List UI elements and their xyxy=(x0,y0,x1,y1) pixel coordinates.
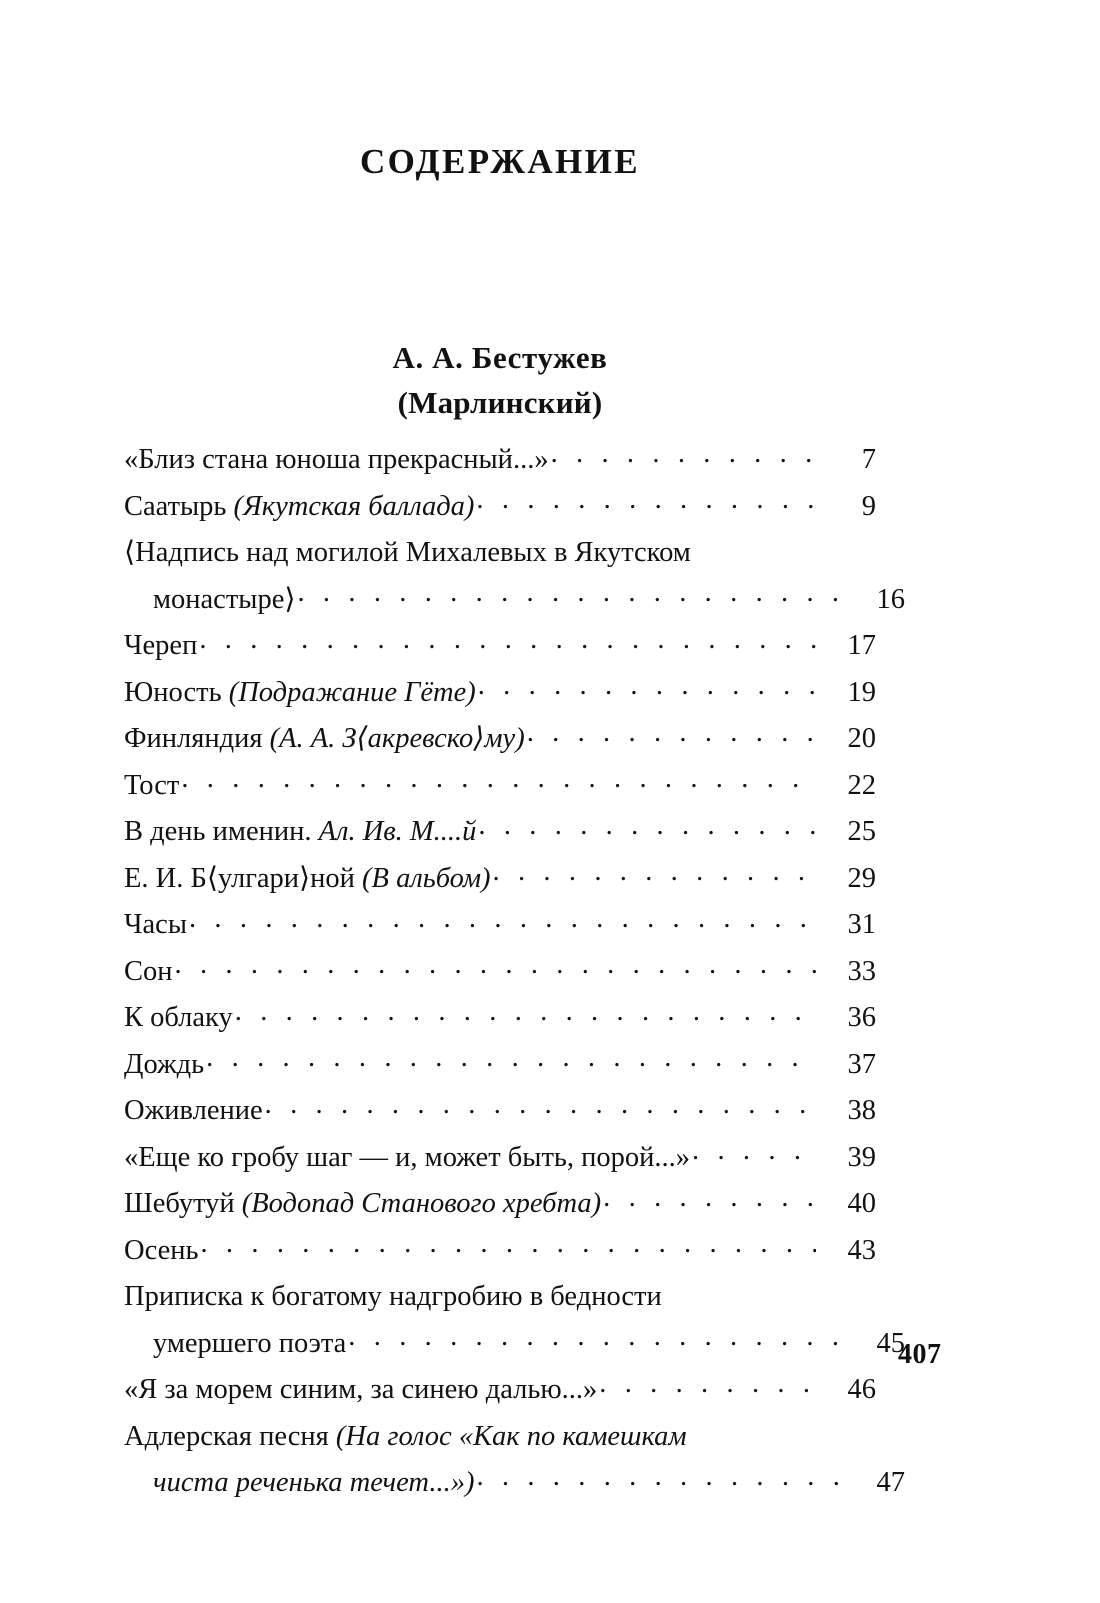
dot-leader xyxy=(493,858,816,887)
toc-entry-page-number: 9 xyxy=(861,490,876,522)
toc-entry[interactable] xyxy=(124,530,905,623)
toc-entry[interactable] xyxy=(124,995,876,1042)
toc-entry-title: Е. И. Б⟨улгари⟩ной (В альбом) xyxy=(124,862,491,894)
toc-entry-page-number: 40 xyxy=(847,1188,876,1219)
toc-entry-line xyxy=(124,1042,876,1089)
toc-entry[interactable] xyxy=(124,437,876,484)
toc-entry-title: Дождь xyxy=(124,1048,205,1080)
toc-entry-title: Череп xyxy=(124,630,198,661)
toc-entry-line xyxy=(124,670,876,717)
toc-entry-title: Финляндия (А. А. З⟨акревско⟩му) xyxy=(124,723,525,754)
toc-entry-line xyxy=(124,1088,876,1135)
dot-leader xyxy=(478,812,816,841)
dot-leader xyxy=(551,440,816,469)
toc-entry-page-number: 20 xyxy=(847,723,876,754)
toc-entry[interactable] xyxy=(124,763,876,810)
toc-entry-title: Сон xyxy=(124,955,173,987)
toc-entry-page-number: 22 xyxy=(847,769,876,801)
toc-entry[interactable] xyxy=(124,484,876,531)
toc-entry-title: Тост xyxy=(124,769,180,801)
toc-entry-line xyxy=(124,902,876,949)
toc-entry-line xyxy=(124,856,876,903)
toc-entry-title: Оживление xyxy=(124,1095,263,1126)
toc-entry-page-number: 19 xyxy=(847,676,876,708)
toc-entry-title: ⟨Надпись над могилой Михалевых в Якутском xyxy=(124,537,691,568)
toc-entry-line xyxy=(124,716,876,763)
toc-entry-page-number: 43 xyxy=(847,1234,876,1266)
toc-entry-line xyxy=(124,623,876,670)
toc-entry-title: Приписка к богатому надгробию в бедности xyxy=(124,1281,662,1312)
author-pseudonym: (Марлинский) xyxy=(397,385,603,420)
toc-entry-line xyxy=(124,949,876,996)
page-folio-number: 407 xyxy=(898,1339,942,1370)
toc-entry-page-number: 45 xyxy=(876,1327,905,1359)
dot-leader xyxy=(476,486,816,515)
toc-entry-title: Юность (Подражание Гёте) xyxy=(124,676,476,708)
toc-entry-page-number: 37 xyxy=(847,1048,876,1080)
toc-entry-page-number: 16 xyxy=(876,583,905,615)
toc-entry-title: «Я за морем синим, за синею далью...» xyxy=(124,1374,598,1405)
toc-entry[interactable] xyxy=(124,1181,876,1228)
toc-entry-title: Осень xyxy=(124,1234,199,1266)
toc-entry[interactable] xyxy=(124,1228,876,1275)
dot-leader xyxy=(200,1230,816,1259)
toc-entry-page-number: 47 xyxy=(876,1467,905,1498)
toc-entry-page-number: 36 xyxy=(847,1002,876,1033)
toc-entry-page-number: 39 xyxy=(847,1141,876,1173)
toc-entry-title: монастыре⟩ xyxy=(153,583,296,615)
dot-leader xyxy=(235,998,816,1027)
toc-entry-line xyxy=(124,1181,876,1228)
toc-entry[interactable] xyxy=(124,1274,905,1367)
toc-entry-line xyxy=(124,530,876,577)
toc-entry-line-continuation xyxy=(124,577,905,624)
toc-entry-page-number: 31 xyxy=(847,909,876,940)
dot-leader xyxy=(265,1091,816,1120)
dot-leader xyxy=(206,1044,816,1073)
dot-leader xyxy=(199,626,816,655)
dot-leader xyxy=(476,1463,845,1492)
toc-entry-line xyxy=(124,437,876,484)
toc-entry-line xyxy=(124,809,876,856)
dot-leader xyxy=(181,765,816,794)
toc-entry[interactable] xyxy=(124,949,876,996)
toc-entry-line xyxy=(124,1414,876,1461)
dot-leader xyxy=(692,1137,816,1166)
toc-entry-line xyxy=(124,995,876,1042)
toc-entry-line-continuation xyxy=(124,1321,905,1368)
toc-entry[interactable] xyxy=(124,623,876,670)
toc-entry-title: Адлерская песня (На голос «Как по камешкам xyxy=(124,1420,687,1452)
toc-entry[interactable] xyxy=(124,809,876,856)
toc-entry-title: Саатырь (Якутская баллада) xyxy=(124,490,475,522)
dot-leader xyxy=(175,951,816,980)
toc-entry-line xyxy=(124,1274,876,1321)
dot-leader xyxy=(189,905,816,934)
author-heading xyxy=(124,335,876,425)
toc-entry[interactable] xyxy=(124,1042,876,1089)
toc-entry-page-number: 33 xyxy=(847,955,876,987)
toc-entry-page-number: 46 xyxy=(847,1374,876,1405)
toc-entry[interactable] xyxy=(124,1367,876,1414)
toc-entry[interactable] xyxy=(124,1135,876,1182)
toc-entry-line xyxy=(124,1135,876,1182)
toc-entry[interactable] xyxy=(124,670,876,717)
dot-leader xyxy=(297,579,845,608)
toc-entry-title: чиста реченька течет...») xyxy=(153,1467,475,1498)
toc-entry[interactable] xyxy=(124,1414,905,1507)
table-of-contents-list xyxy=(124,437,905,1507)
dot-leader xyxy=(599,1370,816,1399)
page-title: СОДЕРЖАНИЕ xyxy=(359,142,640,181)
toc-entry[interactable] xyxy=(124,856,876,903)
toc-entry-title: умершего поэта xyxy=(153,1327,347,1359)
toc-entry-page-number: 17 xyxy=(847,630,876,661)
toc-entry-title: К облаку xyxy=(124,1002,233,1033)
dot-leader xyxy=(348,1323,845,1352)
toc-entry-page-number: 38 xyxy=(847,1095,876,1126)
toc-entry-title: «Еще ко гробу шаг — и, может быть, порой...» xyxy=(124,1141,691,1173)
toc-entry-line xyxy=(124,1367,876,1414)
toc-entry-line xyxy=(124,763,876,810)
toc-entry-title: Шебутуй (Водопад Станового хребта) xyxy=(124,1188,602,1219)
toc-entry[interactable] xyxy=(124,1088,876,1135)
dot-leader xyxy=(527,719,816,748)
author-name: А. А. Бестужев xyxy=(392,340,608,375)
toc-entry-line-continuation xyxy=(124,1460,905,1507)
toc-entry-line xyxy=(124,1228,876,1275)
toc-entry-title: В день именин. Ал. Ив. М....й xyxy=(124,816,477,847)
toc-entry-line xyxy=(124,484,876,531)
toc-entry-title: «Близ стана юноша прекрасный...» xyxy=(124,444,549,475)
toc-entry[interactable] xyxy=(124,716,876,763)
toc-entry-title: Часы xyxy=(124,909,187,940)
toc-entry-page-number: 7 xyxy=(861,444,876,475)
dot-leader xyxy=(603,1184,816,1213)
toc-entry-page-number: 25 xyxy=(847,816,876,847)
dot-leader xyxy=(478,672,816,701)
toc-entry[interactable] xyxy=(124,902,876,949)
toc-entry-page-number: 29 xyxy=(847,862,876,894)
